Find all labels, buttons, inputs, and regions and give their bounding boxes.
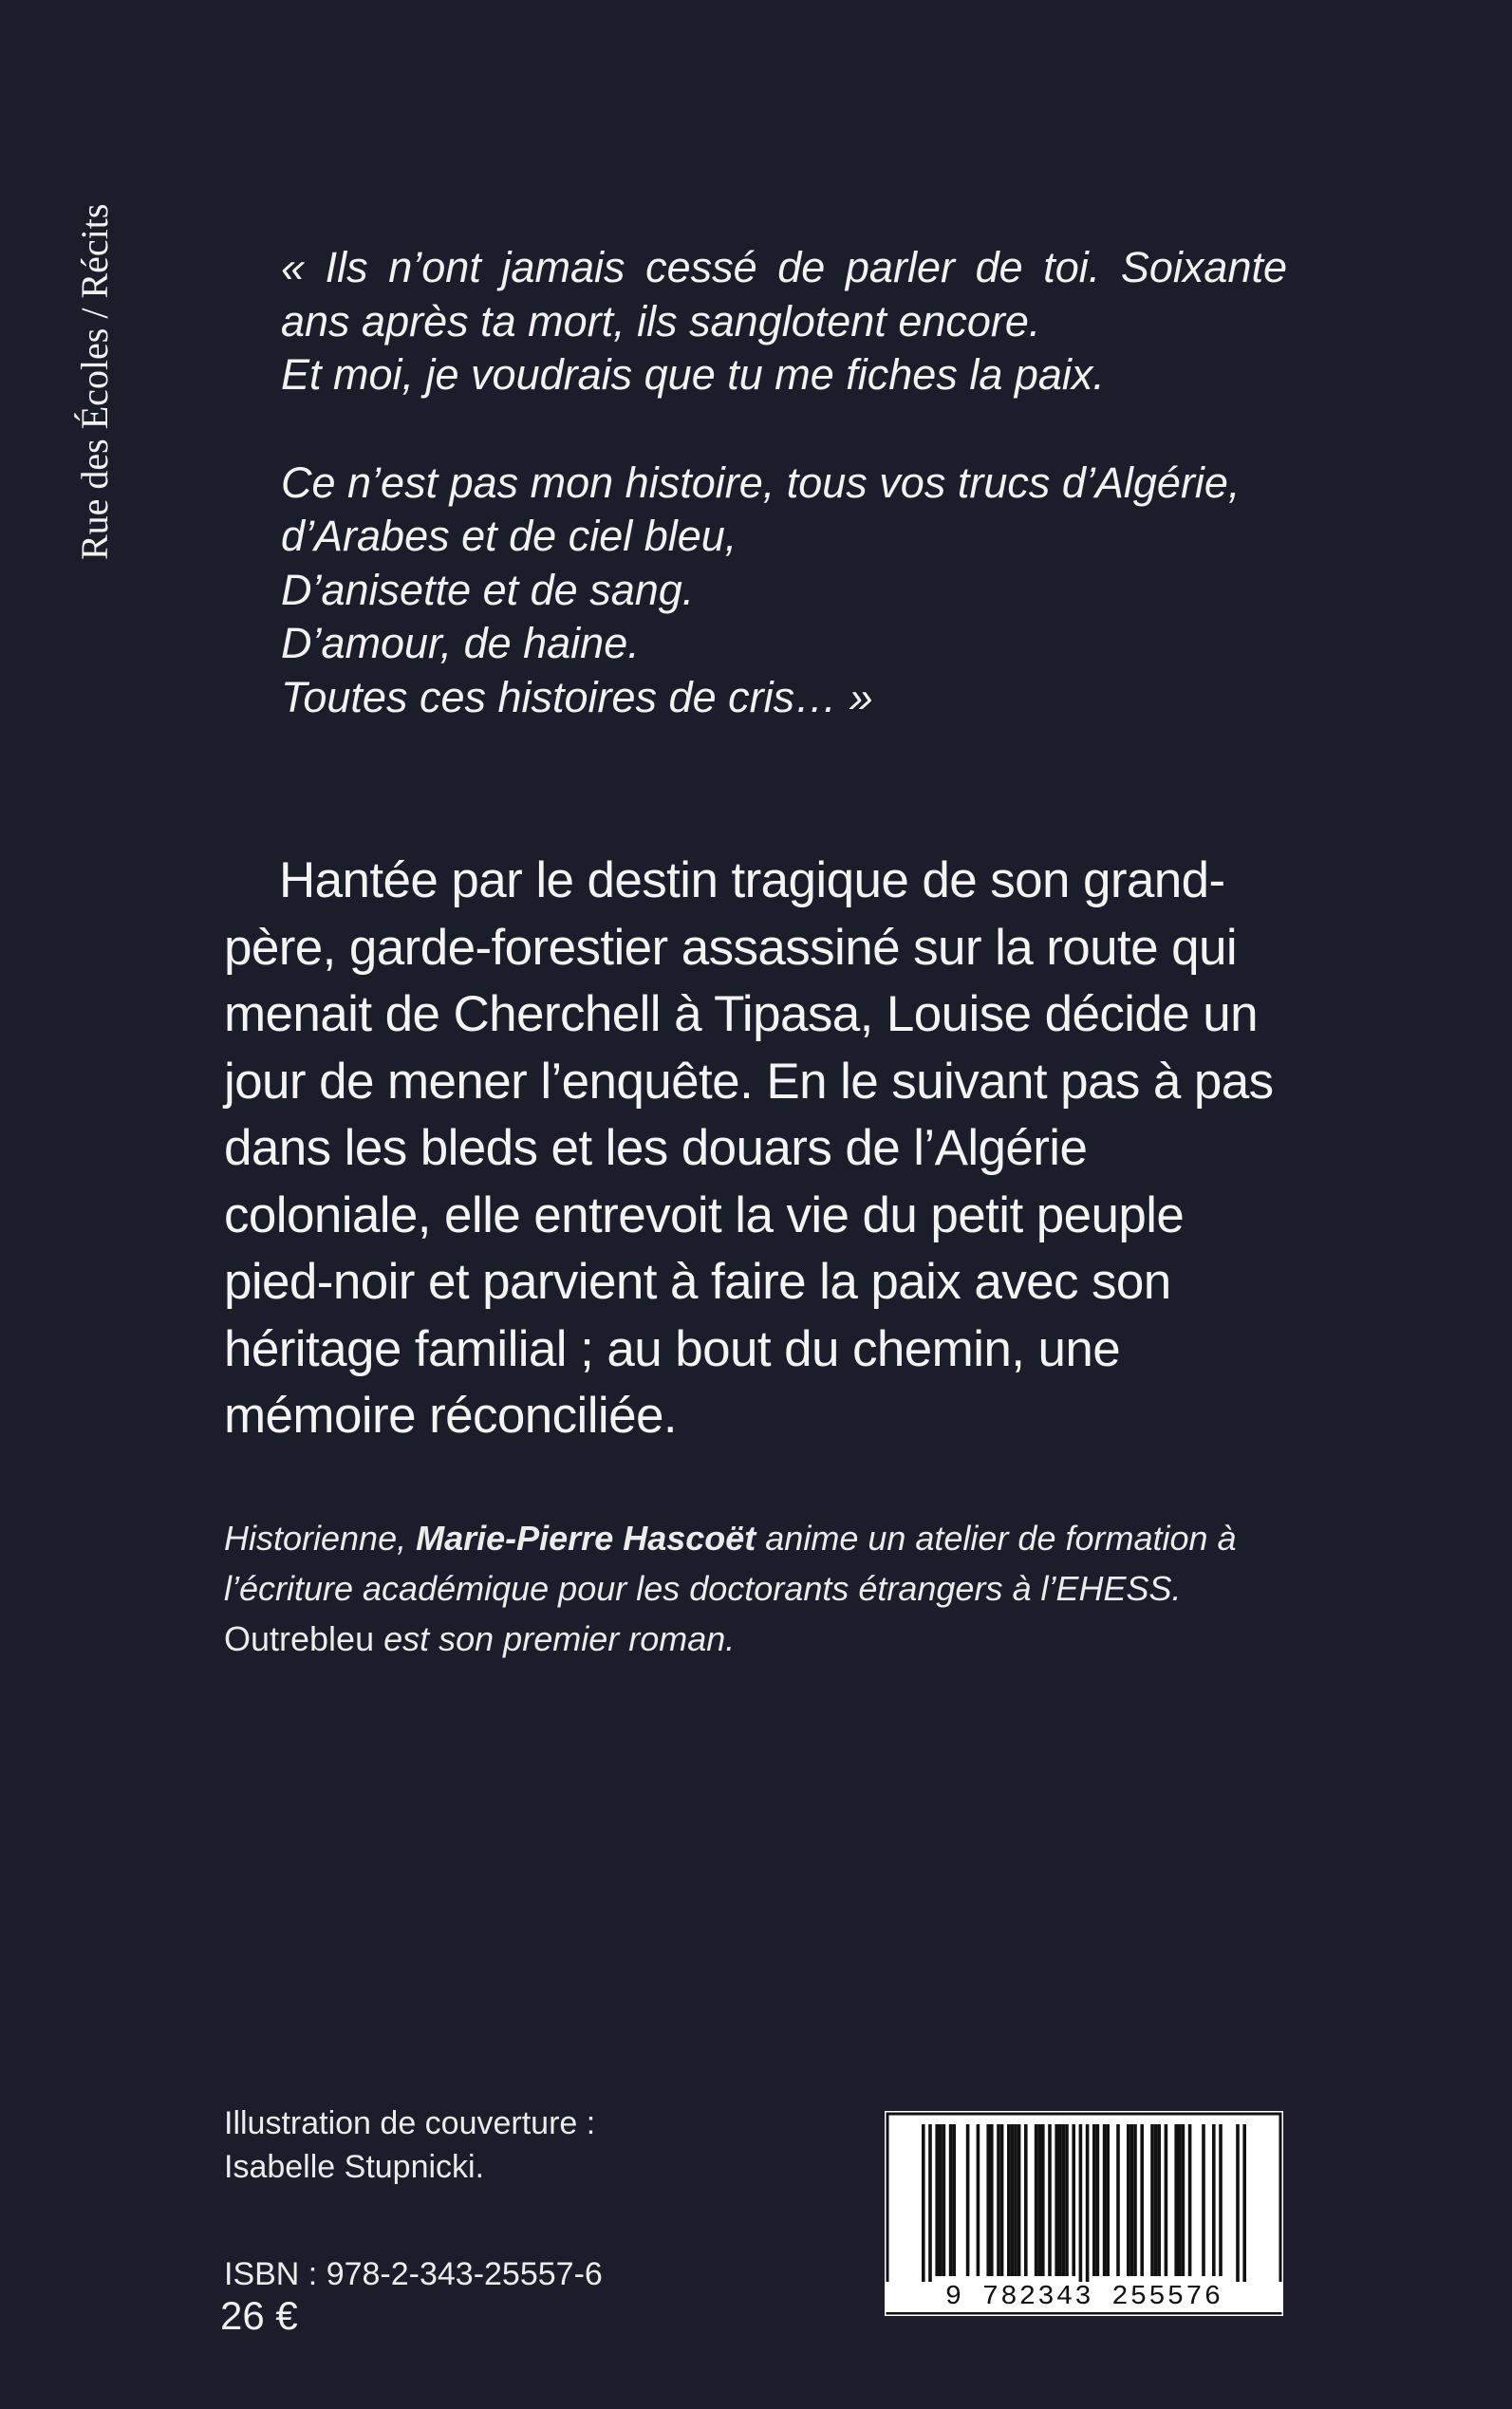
barcode-bar: [1174, 2124, 1178, 2276]
author-name: Marie-Pierre Hascoët: [416, 1519, 756, 1558]
barcode-bar: [997, 2124, 1000, 2276]
barcode-bar: [1079, 2124, 1083, 2286]
barcode-bar: [1058, 2124, 1062, 2276]
book-title: Outrebleu: [224, 1619, 375, 1658]
barcode-bar: [1011, 2124, 1015, 2276]
barcode-bar: [1000, 2124, 1004, 2276]
quote-paragraph-1: « Ils n’ont jamais cessé de parler de toi. Soixante ans après ta mort, ils sanglotent encore. Et moi, je voudrais que tu me fiches la paix.: [281, 243, 1287, 399]
barcode-bar: [922, 2124, 925, 2286]
barcode-bar: [1048, 2124, 1052, 2276]
barcode-bar: [1007, 2124, 1011, 2276]
barcode-bar: [1035, 2124, 1038, 2276]
barcode-bar: [1103, 2124, 1107, 2276]
barcode-bar: [1236, 2124, 1240, 2286]
barcode-bar: [928, 2124, 932, 2286]
barcode-bar: [977, 2124, 980, 2276]
barcode-bar: [1086, 2124, 1090, 2286]
barcode-bar: [1165, 2124, 1168, 2276]
barcode-bar: [1014, 2124, 1017, 2276]
barcode-bar: [939, 2124, 943, 2276]
barcode-bar: [966, 2124, 970, 2276]
barcode-bar: [1017, 2124, 1021, 2276]
barcode-bar: [949, 2124, 953, 2276]
barcode-bar: [1140, 2124, 1144, 2276]
barcode-bar: [990, 2124, 994, 2276]
barcode-bar: [1242, 2124, 1246, 2286]
barcode-bar: [952, 2124, 956, 2276]
barcode-bar: [1157, 2124, 1161, 2276]
quote-paragraph-2: Ce n’est pas mon histoire, tous vos trucs d’Algérie, d’Arabes et de ciel bleu, D’anisette et de sang. D’amour, de haine. Toutes ces histoires de cris… »: [281, 458, 1241, 721]
book-blurb: Hantée par le destin tragique de son grand-père, garde-forestier assassiné sur la route qui menait de Cherchell à Tipasa, Louise décide un jour de mener l’enquête. En le suivant pas à pas dans les bleds et les douars de l’Algérie coloniale, elle entrevoit la vie du petit peuple pied-noir et parvient à faire la paix avec son héritage familial ; au bout du chemin, une mémoire réconciliée.: [224, 852, 1274, 1444]
barcode-bar: [1188, 2124, 1192, 2276]
barcode-bar: [1096, 2124, 1100, 2276]
barcode-bar: [1116, 2124, 1120, 2276]
cover-credit: [224, 2101, 595, 2189]
barcode-bar: [1178, 2124, 1182, 2276]
barcode-bar: [1106, 2124, 1110, 2276]
barcode-bar: [943, 2124, 946, 2276]
author-bio-suffix: est son premier roman.: [374, 1619, 736, 1658]
barcode-bar: [1154, 2124, 1158, 2276]
spine-collection-label: Rue des Écoles / Récits: [73, 203, 116, 560]
barcode-bar: [1127, 2124, 1130, 2276]
barcode-bar: [1041, 2124, 1045, 2276]
barcode-bar: [1092, 2124, 1096, 2276]
barcode-bar: [1037, 2124, 1041, 2276]
illustration-label: Illustration de couverture :: [224, 2105, 596, 2141]
barcode-bar: [1065, 2124, 1069, 2276]
barcode-bar: [1130, 2124, 1134, 2276]
barcode-bar: [1133, 2124, 1137, 2276]
barcode-bar: [1062, 2124, 1066, 2276]
author-bio-prefix: Historienne,: [224, 1519, 417, 1558]
barcode-bar: [1219, 2124, 1223, 2276]
barcode-bar: [1202, 2124, 1205, 2276]
barcode-bar: [935, 2124, 939, 2276]
author-bio-middle: anime un atelier de formation à l’écriture académique pour les doctorants étrangers à l’EHESS.: [224, 1519, 1237, 1608]
barcode-bar: [1055, 2124, 1058, 2276]
illustrator-name: Isabelle Stupnicki.: [224, 2149, 485, 2185]
barcode-bar: [986, 2124, 990, 2276]
barcode-bar: [1182, 2124, 1185, 2276]
barcode-bar: [1072, 2124, 1075, 2276]
barcode-digits: 9 782343 255576: [885, 2282, 1283, 2312]
barcode-bar: [1150, 2124, 1154, 2276]
author-bio: [224, 1513, 1287, 1664]
barcode: [885, 2111, 1283, 2316]
price-text: 26 €: [220, 2293, 298, 2338]
barcode-bar: [1212, 2124, 1216, 2276]
barcode-bar: [1024, 2124, 1028, 2276]
isbn-text: ISBN : 978-2-343-25557-6: [224, 2256, 603, 2292]
opening-quote: [281, 241, 1287, 724]
